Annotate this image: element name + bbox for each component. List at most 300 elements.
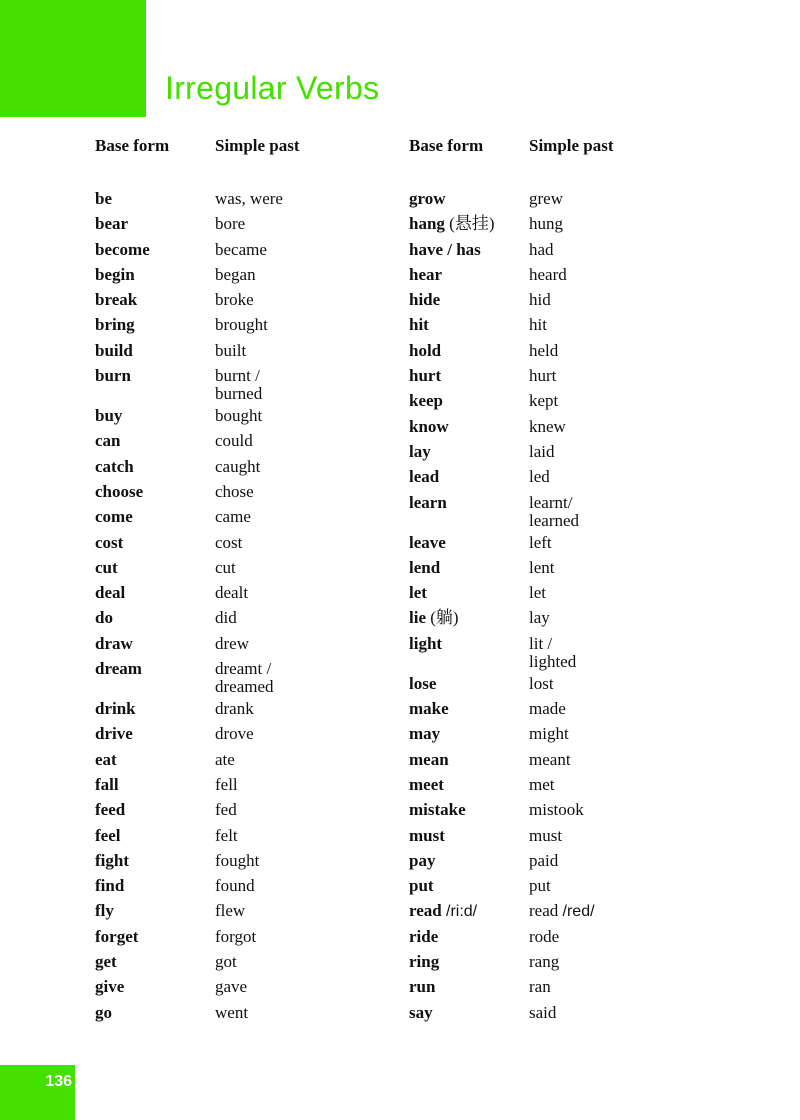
base-form-cell xyxy=(95,660,142,678)
base-form-cell xyxy=(409,418,449,436)
base-form-text: ring xyxy=(409,952,440,972)
translation-note: (躺) xyxy=(430,608,459,628)
table-row xyxy=(95,342,395,367)
table-row xyxy=(409,316,709,341)
base-form-cell xyxy=(95,827,120,845)
simple-past-cell xyxy=(529,418,566,436)
simple-past-text: led xyxy=(529,467,550,487)
base-form-cell xyxy=(95,432,121,450)
simple-past-cell xyxy=(529,468,550,486)
base-form-cell xyxy=(95,342,133,360)
header-base-form: Base form xyxy=(95,136,170,155)
table-row xyxy=(409,534,709,559)
base-form-text: let xyxy=(409,583,427,603)
base-form-text: feel xyxy=(95,825,121,845)
simple-past-cell xyxy=(215,953,237,971)
simple-past-cell xyxy=(215,928,256,946)
simple-past-cell xyxy=(529,877,551,895)
base-form-text: bring xyxy=(95,315,135,335)
table-row xyxy=(409,468,709,493)
table-row xyxy=(409,776,709,801)
simple-past-text: hid xyxy=(529,290,551,310)
simple-past-text: heard xyxy=(529,264,567,284)
simple-past-text: ate xyxy=(215,749,235,769)
table-row xyxy=(95,609,395,634)
base-form-text: be xyxy=(95,189,112,208)
table-row xyxy=(95,660,395,700)
simple-past-cell xyxy=(529,190,563,208)
simple-past-text: burnt / burned xyxy=(215,366,263,404)
table-row xyxy=(409,700,709,725)
table-row xyxy=(409,852,709,877)
simple-past-cell xyxy=(215,776,238,794)
table-row xyxy=(95,367,395,407)
simple-past-cell xyxy=(215,801,237,819)
base-form-text: dream xyxy=(95,659,142,679)
verb-table-left xyxy=(95,134,395,1029)
simple-past-cell xyxy=(529,215,563,233)
base-form-cell xyxy=(95,534,123,552)
simple-past-text: built xyxy=(215,340,247,360)
base-form-cell xyxy=(409,725,440,743)
verb-rows-left xyxy=(95,190,395,1029)
base-form-cell xyxy=(95,751,117,769)
page-title: Irregular Verbs xyxy=(165,70,380,106)
simple-past-cell xyxy=(215,978,247,996)
table-row xyxy=(409,877,709,902)
simple-past-cell xyxy=(215,534,242,552)
table-row xyxy=(95,215,395,240)
simple-past-text: put xyxy=(529,876,551,896)
table-row xyxy=(409,609,709,634)
simple-past-cell xyxy=(215,584,248,602)
table-row xyxy=(409,751,709,776)
base-form-text: mistake xyxy=(409,800,466,820)
simple-past-text: read xyxy=(529,901,559,921)
simple-past-cell xyxy=(215,660,274,696)
base-form-text: come xyxy=(95,507,133,527)
table-row xyxy=(95,978,395,1003)
base-form-text: deal xyxy=(95,583,126,603)
base-form-text: build xyxy=(95,340,133,360)
base-form-cell xyxy=(409,342,441,360)
base-form-cell xyxy=(409,801,466,819)
table-row xyxy=(95,291,395,316)
base-form-cell xyxy=(95,316,135,334)
base-form-cell xyxy=(409,751,449,769)
simple-past-cell xyxy=(529,1004,556,1022)
simple-past-text: began xyxy=(215,264,256,284)
simple-past-cell xyxy=(215,483,254,501)
simple-past-text: chose xyxy=(215,481,254,501)
table-row xyxy=(409,978,709,1003)
base-form-cell xyxy=(409,1004,433,1022)
base-form-cell xyxy=(95,266,135,284)
table-header xyxy=(95,134,395,190)
simple-past-text: drank xyxy=(215,699,254,719)
base-form-text: hear xyxy=(409,264,443,284)
simple-past-text: ran xyxy=(529,977,551,997)
base-form-cell xyxy=(409,392,443,410)
simple-past-cell xyxy=(529,392,558,410)
simple-past-cell xyxy=(529,534,552,552)
simple-past-text: drove xyxy=(215,724,254,744)
base-form-text: mean xyxy=(409,749,449,769)
table-row xyxy=(95,700,395,725)
table-row xyxy=(95,241,395,266)
simple-past-text: fed xyxy=(215,800,237,820)
header-simple-past: Simple past xyxy=(529,136,614,155)
base-form-text: lend xyxy=(409,557,441,577)
simple-past-cell xyxy=(529,635,576,671)
base-form-cell xyxy=(95,215,128,233)
simple-past-cell xyxy=(215,725,254,743)
simple-past-text: bore xyxy=(215,214,246,234)
table-row xyxy=(95,776,395,801)
simple-past-cell xyxy=(215,508,251,526)
verb-table-right xyxy=(409,134,709,1029)
base-form-cell xyxy=(409,902,477,921)
table-row xyxy=(409,494,709,534)
base-form-cell xyxy=(95,953,117,971)
simple-past-cell xyxy=(215,190,283,208)
base-form-text: hide xyxy=(409,290,441,310)
table-row xyxy=(95,407,395,432)
base-form-cell xyxy=(95,928,138,946)
simple-past-cell xyxy=(215,635,249,653)
simple-past-cell xyxy=(215,241,267,259)
simple-past-text: broke xyxy=(215,290,254,310)
table-row xyxy=(95,928,395,953)
table-row xyxy=(95,508,395,533)
base-form-cell xyxy=(409,534,446,552)
base-form-cell xyxy=(409,852,435,870)
table-row xyxy=(409,1004,709,1029)
simple-past-cell xyxy=(215,432,253,450)
verb-rows-right xyxy=(409,190,709,1029)
table-row xyxy=(95,725,395,750)
simple-past-text: became xyxy=(215,239,267,259)
table-row xyxy=(95,827,395,852)
table-row xyxy=(95,801,395,826)
simple-past-text: hurt xyxy=(529,366,557,386)
simple-past-text: paid xyxy=(529,850,559,870)
simple-past-cell xyxy=(529,494,579,530)
pronunciation: /red/ xyxy=(562,903,595,921)
base-form-cell xyxy=(409,877,434,895)
simple-past-text: fell xyxy=(215,774,238,794)
table-row xyxy=(409,241,709,266)
simple-past-cell xyxy=(529,902,595,921)
simple-past-cell xyxy=(215,902,245,920)
base-form-cell xyxy=(95,776,119,794)
base-form-cell xyxy=(409,675,436,693)
simple-past-cell xyxy=(529,751,571,769)
simple-past-text: knew xyxy=(529,416,566,436)
simple-past-text: left xyxy=(529,532,552,552)
page-number-block xyxy=(0,1065,75,1120)
simple-past-text: let xyxy=(529,583,546,603)
table-row xyxy=(95,483,395,508)
simple-past-text: was, were xyxy=(215,189,283,208)
base-form-text: feed xyxy=(95,800,126,820)
table-row xyxy=(95,751,395,776)
simple-past-text: bought xyxy=(215,406,263,426)
base-form-text: have / has xyxy=(409,239,481,259)
base-form-cell xyxy=(95,852,129,870)
table-row xyxy=(95,432,395,457)
base-form-text: drink xyxy=(95,699,136,719)
simple-past-cell xyxy=(215,751,235,769)
simple-past-text: said xyxy=(529,1002,557,1022)
base-form-cell xyxy=(409,978,435,996)
simple-past-text: lit / lighted xyxy=(529,633,577,671)
simple-past-cell xyxy=(215,1004,248,1022)
base-form-text: must xyxy=(409,825,445,845)
simple-past-text: lost xyxy=(529,673,554,693)
base-form-text: read xyxy=(409,901,442,921)
simple-past-text: made xyxy=(529,699,566,719)
simple-past-cell xyxy=(529,953,559,971)
simple-past-cell xyxy=(215,407,262,425)
base-form-text: lay xyxy=(409,441,431,461)
base-form-text: grow xyxy=(409,189,446,208)
base-form-text: break xyxy=(95,290,138,310)
header-color-block xyxy=(0,0,146,117)
simple-past-cell xyxy=(529,928,559,946)
base-form-cell xyxy=(409,190,446,208)
base-form-cell xyxy=(95,609,113,627)
base-form-text: say xyxy=(409,1002,433,1022)
simple-past-cell xyxy=(215,342,246,360)
table-row xyxy=(95,458,395,483)
simple-past-text: did xyxy=(215,608,237,628)
simple-past-text: had xyxy=(529,239,554,259)
base-form-cell xyxy=(95,902,114,920)
simple-past-text: brought xyxy=(215,315,268,335)
simple-past-cell xyxy=(215,458,260,476)
base-form-cell xyxy=(95,508,133,526)
simple-past-text: drew xyxy=(215,633,249,653)
base-form-text: lose xyxy=(409,673,437,693)
simple-past-cell xyxy=(215,700,254,718)
base-form-text: leave xyxy=(409,532,446,552)
base-form-cell xyxy=(409,291,440,309)
base-form-cell xyxy=(95,190,112,208)
base-form-cell xyxy=(409,928,438,946)
base-form-text: run xyxy=(409,977,436,997)
table-row xyxy=(409,675,709,700)
table-row xyxy=(95,635,395,660)
simple-past-text: met xyxy=(529,774,555,794)
table-row xyxy=(95,877,395,902)
simple-past-text: hit xyxy=(529,315,547,335)
simple-past-cell xyxy=(529,725,569,743)
base-form-text: hit xyxy=(409,315,429,335)
base-form-cell xyxy=(409,316,429,334)
table-row xyxy=(409,559,709,584)
simple-past-text: kept xyxy=(529,391,559,411)
base-form-cell xyxy=(95,241,150,259)
base-form-cell xyxy=(95,407,122,425)
simple-past-text: came xyxy=(215,507,251,527)
base-form-text: make xyxy=(409,699,449,719)
base-form-text: go xyxy=(95,1002,112,1022)
base-form-cell xyxy=(409,776,444,794)
simple-past-cell xyxy=(215,215,245,233)
simple-past-text: laid xyxy=(529,441,555,461)
simple-past-text: dreamt / dreamed xyxy=(215,659,274,697)
table-row xyxy=(95,902,395,927)
table-row xyxy=(95,316,395,341)
base-form-text: choose xyxy=(95,481,144,501)
base-form-cell xyxy=(95,483,143,501)
simple-past-cell xyxy=(529,266,567,284)
base-form-text: ride xyxy=(409,926,439,946)
base-form-text: cost xyxy=(95,532,124,552)
simple-past-cell xyxy=(529,443,555,461)
base-form-text: hold xyxy=(409,340,442,360)
base-form-cell xyxy=(409,584,427,602)
base-form-cell xyxy=(409,241,481,259)
header-simple-past: Simple past xyxy=(215,136,300,155)
table-row xyxy=(409,953,709,978)
simple-past-cell xyxy=(529,342,558,360)
base-form-text: hang xyxy=(409,214,445,234)
base-form-cell xyxy=(95,458,134,476)
base-form-text: bear xyxy=(95,214,129,234)
pronunciation: /ri:d/ xyxy=(446,903,478,921)
base-form-text: learn xyxy=(409,492,447,512)
base-form-cell xyxy=(409,443,431,461)
table-row xyxy=(409,342,709,367)
table-row xyxy=(95,1004,395,1029)
simple-past-cell xyxy=(529,291,551,309)
base-form-text: can xyxy=(95,431,121,451)
base-form-cell xyxy=(409,559,440,577)
table-row xyxy=(409,635,709,675)
base-form-cell xyxy=(409,827,445,845)
base-form-cell xyxy=(409,609,459,627)
base-form-text: get xyxy=(95,952,117,972)
simple-past-text: got xyxy=(215,952,237,972)
simple-past-cell xyxy=(529,367,556,385)
base-form-cell xyxy=(95,877,124,895)
base-form-text: lead xyxy=(409,467,440,487)
base-form-text: meet xyxy=(409,774,444,794)
simple-past-text: fought xyxy=(215,850,260,870)
translation-note: (悬挂) xyxy=(449,214,495,234)
base-form-cell xyxy=(409,953,439,971)
simple-past-text: rode xyxy=(529,926,560,946)
base-form-cell xyxy=(95,559,118,577)
table-row xyxy=(409,392,709,417)
base-form-text: do xyxy=(95,608,113,628)
table-row xyxy=(95,190,395,215)
simple-past-cell xyxy=(215,827,238,845)
base-form-cell xyxy=(409,215,495,233)
base-form-text: forget xyxy=(95,926,139,946)
simple-past-text: could xyxy=(215,431,253,451)
base-form-text: catch xyxy=(95,456,134,476)
simple-past-cell xyxy=(215,877,255,895)
simple-past-text: cut xyxy=(215,557,236,577)
base-form-text: fight xyxy=(95,850,129,870)
base-form-text: light xyxy=(409,633,443,653)
simple-past-text: gave xyxy=(215,977,248,997)
simple-past-text: grew xyxy=(529,189,563,208)
base-form-cell xyxy=(95,978,124,996)
table-row xyxy=(409,291,709,316)
base-form-text: eat xyxy=(95,749,117,769)
base-form-cell xyxy=(409,266,442,284)
base-form-text: fly xyxy=(95,901,114,921)
table-row xyxy=(409,584,709,609)
simple-past-text: lay xyxy=(529,608,550,628)
simple-past-text: hung xyxy=(529,214,563,234)
base-form-text: know xyxy=(409,416,449,436)
page-number: 136 xyxy=(45,1073,72,1090)
header-base-form: Base form xyxy=(409,136,484,155)
table-row xyxy=(95,852,395,877)
simple-past-cell xyxy=(529,852,558,870)
base-form-text: burn xyxy=(95,366,131,386)
base-form-cell xyxy=(409,367,441,385)
simple-past-text: mistook xyxy=(529,800,584,820)
table-row xyxy=(409,725,709,750)
simple-past-cell xyxy=(529,776,555,794)
simple-past-cell xyxy=(215,609,237,627)
simple-past-cell xyxy=(215,367,262,403)
table-row xyxy=(409,367,709,392)
table-row xyxy=(409,215,709,240)
base-form-cell xyxy=(409,494,447,512)
simple-past-cell xyxy=(529,559,555,577)
table-row xyxy=(409,443,709,468)
base-form-text: cut xyxy=(95,557,118,577)
table-header xyxy=(409,134,709,190)
base-form-text: give xyxy=(95,977,125,997)
simple-past-cell xyxy=(215,316,268,334)
base-form-cell xyxy=(409,468,439,486)
base-form-text: lie xyxy=(409,608,426,628)
simple-past-text: might xyxy=(529,724,569,744)
base-form-cell xyxy=(95,635,133,653)
table-row xyxy=(95,953,395,978)
simple-past-cell xyxy=(215,291,254,309)
simple-past-cell xyxy=(215,852,259,870)
base-form-text: buy xyxy=(95,406,123,426)
base-form-cell xyxy=(95,700,136,718)
base-form-text: put xyxy=(409,876,434,896)
base-form-text: draw xyxy=(95,633,133,653)
base-form-text: drive xyxy=(95,724,133,744)
table-row xyxy=(409,190,709,215)
simple-past-text: lent xyxy=(529,557,555,577)
table-row xyxy=(95,266,395,291)
base-form-cell xyxy=(95,725,133,743)
table-row xyxy=(95,559,395,584)
base-form-cell xyxy=(95,801,125,819)
simple-past-text: must xyxy=(529,825,563,845)
base-form-text: find xyxy=(95,876,125,896)
table-row xyxy=(409,266,709,291)
simple-past-text: felt xyxy=(215,825,238,845)
base-form-cell xyxy=(95,584,125,602)
table-row xyxy=(95,584,395,609)
table-row xyxy=(409,902,709,927)
table-row xyxy=(409,418,709,443)
